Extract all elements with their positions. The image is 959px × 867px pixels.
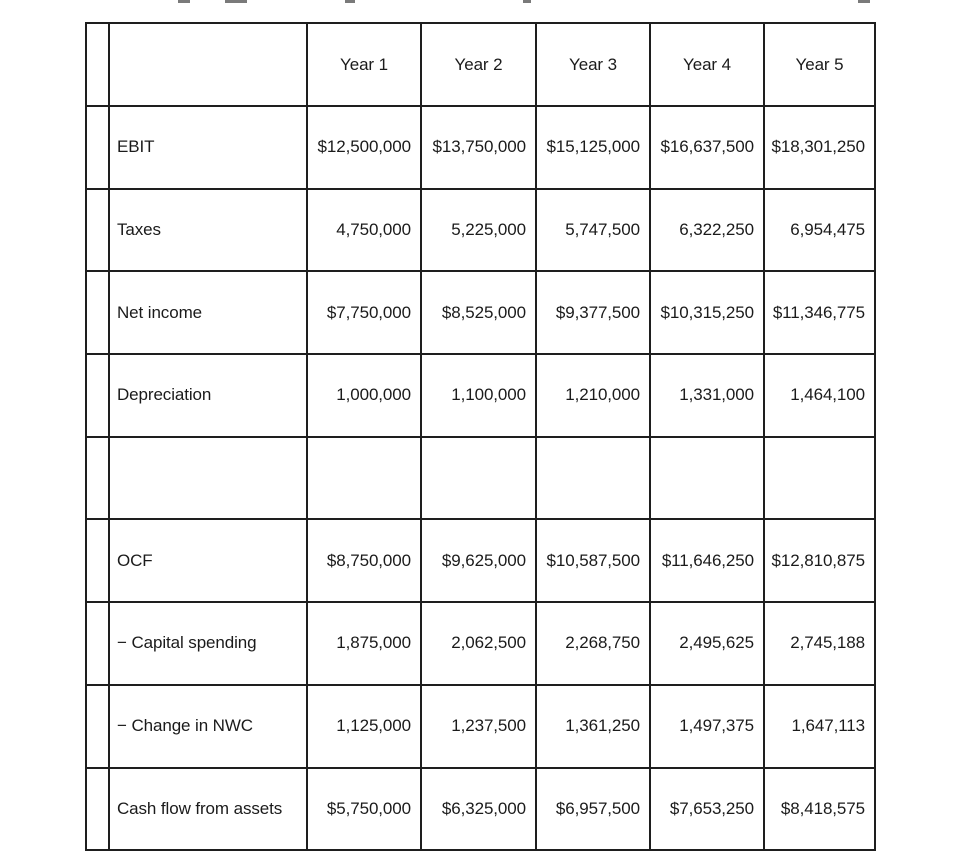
row-label: − Change in NWC: [109, 685, 307, 768]
cell-value: $7,750,000: [307, 271, 421, 354]
cropped-text-fragment: [345, 0, 355, 3]
col-header-year-1: Year 1: [307, 23, 421, 106]
cell-value: 5,747,500: [536, 189, 650, 272]
cell-value: $6,957,500: [536, 768, 650, 851]
table-row-cash-flow-from-assets: [86, 768, 875, 851]
cell-value: 1,125,000: [307, 685, 421, 768]
header-row: [86, 23, 875, 106]
spacer-cell: [86, 354, 109, 437]
cell-value: $8,418,575: [764, 768, 875, 851]
cell-value: $13,750,000: [421, 106, 536, 189]
spacer-cell: [86, 23, 109, 106]
cell-value: 1,331,000: [650, 354, 764, 437]
spacer-cell: [86, 106, 109, 189]
cell-value: 1,210,000: [536, 354, 650, 437]
cell-value: $8,525,000: [421, 271, 536, 354]
cell-value: $10,587,500: [536, 519, 650, 602]
row-label: Depreciation: [109, 354, 307, 437]
spacer-cell: [86, 768, 109, 851]
table-row-depreciation: [86, 354, 875, 437]
row-label: OCF: [109, 519, 307, 602]
cell-value: [307, 437, 421, 520]
cell-value: 1,237,500: [421, 685, 536, 768]
cell-value: 1,464,100: [764, 354, 875, 437]
col-header-year-5: Year 5: [764, 23, 875, 106]
cell-value: 4,750,000: [307, 189, 421, 272]
row-label: Cash flow from assets: [109, 768, 307, 851]
cell-value: $16,637,500: [650, 106, 764, 189]
cell-value: 6,954,475: [764, 189, 875, 272]
cell-value: $5,750,000: [307, 768, 421, 851]
table-row-net-income: [86, 271, 875, 354]
cell-value: [764, 437, 875, 520]
col-header-year-4: Year 4: [650, 23, 764, 106]
cell-value: 1,100,000: [421, 354, 536, 437]
cell-value: 1,000,000: [307, 354, 421, 437]
cell-value: 1,361,250: [536, 685, 650, 768]
cell-value: $11,646,250: [650, 519, 764, 602]
cell-value: [536, 437, 650, 520]
row-label: EBIT: [109, 106, 307, 189]
spacer-cell: [86, 602, 109, 685]
table-row-ocf: [86, 519, 875, 602]
table-row-change-in-nwc: [86, 685, 875, 768]
cell-value: $9,625,000: [421, 519, 536, 602]
cell-value: 2,268,750: [536, 602, 650, 685]
cell-value: [421, 437, 536, 520]
cropped-text-fragment: [858, 0, 870, 3]
row-label: Net income: [109, 271, 307, 354]
cell-value: $15,125,000: [536, 106, 650, 189]
table-row-ebit: [86, 106, 875, 189]
table-row-capital-spending: [86, 602, 875, 685]
row-label: [109, 437, 307, 520]
cell-value: $12,810,875: [764, 519, 875, 602]
cell-value: 1,497,375: [650, 685, 764, 768]
cell-value: 1,875,000: [307, 602, 421, 685]
row-label: Taxes: [109, 189, 307, 272]
cell-value: $18,301,250: [764, 106, 875, 189]
cash-flow-table: [85, 22, 876, 851]
table-row-blank: [86, 437, 875, 520]
cell-value: $11,346,775: [764, 271, 875, 354]
cell-value: [650, 437, 764, 520]
cell-value: $8,750,000: [307, 519, 421, 602]
spacer-cell: [86, 685, 109, 768]
row-label: − Capital spending: [109, 602, 307, 685]
cell-value: $7,653,250: [650, 768, 764, 851]
spacer-cell: [86, 519, 109, 602]
spacer-cell: [86, 437, 109, 520]
cropped-text-fragment: [523, 0, 531, 3]
cell-value: 6,322,250: [650, 189, 764, 272]
cell-value: 2,062,500: [421, 602, 536, 685]
cell-value: 2,745,188: [764, 602, 875, 685]
cell-value: 1,647,113: [764, 685, 875, 768]
cropped-text-fragment: [178, 0, 190, 3]
spacer-cell: [86, 271, 109, 354]
cell-value: $12,500,000: [307, 106, 421, 189]
spacer-cell: [86, 189, 109, 272]
cell-value: $10,315,250: [650, 271, 764, 354]
cropped-text-fragment: [225, 0, 247, 3]
cell-value: $6,325,000: [421, 768, 536, 851]
col-header-year-2: Year 2: [421, 23, 536, 106]
corner-cell: [109, 23, 307, 106]
cell-value: 2,495,625: [650, 602, 764, 685]
cell-value: $9,377,500: [536, 271, 650, 354]
table-row-taxes: [86, 189, 875, 272]
cell-value: 5,225,000: [421, 189, 536, 272]
col-header-year-3: Year 3: [536, 23, 650, 106]
